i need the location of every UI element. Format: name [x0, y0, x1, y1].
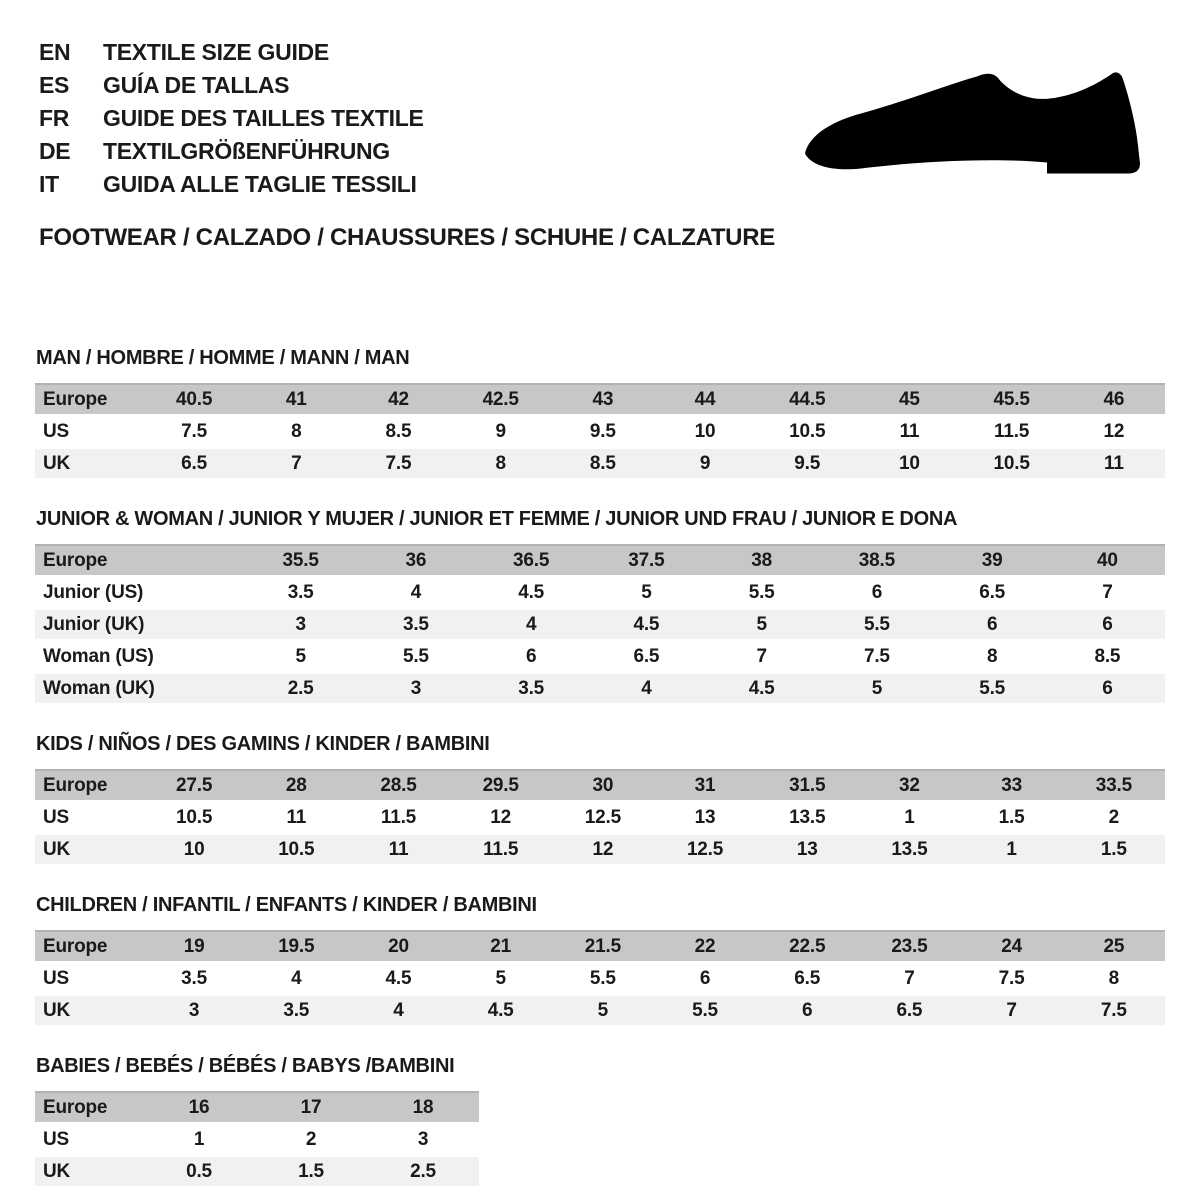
row-label: UK: [35, 1156, 143, 1188]
size-value: 4.5: [450, 995, 552, 1027]
size-value: 7: [245, 448, 347, 480]
size-section-junior_woman: [35, 508, 1165, 706]
size-value: 12: [1063, 416, 1165, 448]
size-value: 3: [367, 1124, 479, 1156]
size-value: 28: [245, 770, 347, 802]
size-value: 22.5: [756, 931, 858, 963]
size-value: 7.5: [143, 416, 245, 448]
size-value: 3: [243, 609, 358, 641]
size-value: 45.5: [961, 384, 1063, 416]
size-value: 1.5: [961, 802, 1063, 834]
size-section-man: [35, 347, 1165, 481]
row-label: UK: [35, 834, 143, 866]
size-value: 4.5: [474, 577, 589, 609]
category-title: FOOTWEAR / CALZADO / CHAUSSURES / SCHUHE / CALZATURE: [39, 224, 775, 251]
size-table-babies: [35, 1091, 479, 1189]
size-value: 23.5: [858, 931, 960, 963]
size-value: 4.5: [347, 963, 449, 995]
lang-label: TEXTILE SIZE GUIDE: [103, 39, 329, 65]
size-value: 3: [143, 995, 245, 1027]
size-value: 6: [1050, 673, 1165, 705]
size-value: 21.5: [552, 931, 654, 963]
size-value: 25: [1063, 931, 1165, 963]
table-row-europe: [35, 770, 1165, 802]
size-value: 8.5: [347, 416, 449, 448]
size-value: 4.5: [704, 673, 819, 705]
size-value: 3.5: [243, 577, 358, 609]
row-label: Junior (UK): [35, 609, 243, 641]
size-value: 38.5: [819, 545, 934, 577]
size-value: 5: [243, 641, 358, 673]
size-table-children: [35, 930, 1165, 1028]
size-value: 1: [961, 834, 1063, 866]
size-value: 20: [347, 931, 449, 963]
table-row-junior-us: [35, 577, 1165, 609]
size-value: 33: [961, 770, 1063, 802]
size-value: 37.5: [589, 545, 704, 577]
row-label: US: [35, 416, 143, 448]
size-value: 13: [654, 802, 756, 834]
table-row-junior-uk: [35, 609, 1165, 641]
table-row-woman-uk: [35, 673, 1165, 705]
table-row-europe: [35, 545, 1165, 577]
section-title-junior_woman: JUNIOR & WOMAN / JUNIOR Y MUJER / JUNIOR ET FEMME / JUNIOR UND FRAU / JUNIOR E DONA: [36, 508, 958, 530]
row-label: Woman (US): [35, 641, 243, 673]
size-value: 9.5: [756, 448, 858, 480]
row-label: US: [35, 802, 143, 834]
size-value: 12: [450, 802, 552, 834]
size-value: 4: [589, 673, 704, 705]
size-value: 6: [474, 641, 589, 673]
lang-row-en: [39, 36, 1165, 69]
size-value: 19.5: [245, 931, 347, 963]
size-value: 5.5: [654, 995, 756, 1027]
size-value: 13.5: [756, 802, 858, 834]
size-value: 3.5: [474, 673, 589, 705]
size-value: 43: [552, 384, 654, 416]
size-value: 10: [858, 448, 960, 480]
lang-code: IT: [39, 171, 59, 197]
size-value: 1.5: [1063, 834, 1165, 866]
row-label: US: [35, 963, 143, 995]
size-section-babies: [35, 1055, 1165, 1189]
size-value: 5.5: [704, 577, 819, 609]
size-value: 36: [358, 545, 473, 577]
row-label: US: [35, 1124, 143, 1156]
row-label: Europe: [35, 1092, 143, 1124]
size-value: 38: [704, 545, 819, 577]
lang-label: GUÍA DE TALLAS: [103, 72, 290, 98]
size-value: 9: [450, 416, 552, 448]
size-value: 6.5: [143, 448, 245, 480]
size-value: 8: [245, 416, 347, 448]
row-label: Europe: [35, 931, 143, 963]
size-value: 5.5: [552, 963, 654, 995]
lang-code: DE: [39, 138, 71, 164]
size-value: 42.5: [450, 384, 552, 416]
table-row-us: [35, 416, 1165, 448]
size-value: 27.5: [143, 770, 245, 802]
size-value: 6: [1050, 609, 1165, 641]
size-value: 41: [245, 384, 347, 416]
row-label: Europe: [35, 545, 243, 577]
size-value: 16: [143, 1092, 255, 1124]
size-value: 5: [819, 673, 934, 705]
size-value: 10.5: [245, 834, 347, 866]
size-value: 11: [245, 802, 347, 834]
size-value: 5: [589, 577, 704, 609]
row-label: UK: [35, 448, 143, 480]
table-row-uk: [35, 448, 1165, 480]
table-row-uk: [35, 834, 1165, 866]
size-value: 7: [961, 995, 1063, 1027]
size-value: 6: [819, 577, 934, 609]
table-row-us: [35, 802, 1165, 834]
size-value: 10.5: [143, 802, 245, 834]
lang-label: GUIDA ALLE TAGLIE TESSILI: [103, 171, 417, 197]
size-value: 4: [474, 609, 589, 641]
size-value: 4: [347, 995, 449, 1027]
row-label: Woman (UK): [35, 673, 243, 705]
size-value: 5: [450, 963, 552, 995]
size-value: 36.5: [474, 545, 589, 577]
size-value: 6: [935, 609, 1050, 641]
size-value: 2: [255, 1124, 367, 1156]
size-value: 12.5: [654, 834, 756, 866]
size-value: 42: [347, 384, 449, 416]
row-label: UK: [35, 995, 143, 1027]
size-value: 4: [358, 577, 473, 609]
size-value: 2.5: [367, 1156, 479, 1188]
size-value: 7.5: [347, 448, 449, 480]
size-value: 30: [552, 770, 654, 802]
section-title-babies: BABIES / BEBÉS / BÉBÉS / BABYS /BAMBINI: [36, 1055, 455, 1077]
section-title-kids: KIDS / NIÑOS / DES GAMINS / KINDER / BAMBINI: [36, 733, 490, 755]
size-value: 39: [935, 545, 1050, 577]
size-value: 17: [255, 1092, 367, 1124]
size-value: 3: [358, 673, 473, 705]
size-value: 6.5: [858, 995, 960, 1027]
table-row-woman-us: [35, 641, 1165, 673]
size-value: 46: [1063, 384, 1165, 416]
size-value: 11.5: [347, 802, 449, 834]
size-value: 2: [1063, 802, 1165, 834]
size-value: 2.5: [243, 673, 358, 705]
size-value: 10: [143, 834, 245, 866]
size-value: 21: [450, 931, 552, 963]
size-value: 5: [704, 609, 819, 641]
size-value: 40: [1050, 545, 1165, 577]
size-value: 9.5: [552, 416, 654, 448]
shoe-icon: [803, 70, 1143, 185]
size-value: 7: [704, 641, 819, 673]
size-value: 10.5: [756, 416, 858, 448]
size-value: 44: [654, 384, 756, 416]
size-value: 4.5: [589, 609, 704, 641]
row-label: Europe: [35, 384, 143, 416]
size-value: 1: [143, 1124, 255, 1156]
size-value: 7.5: [961, 963, 1063, 995]
size-value: 13: [756, 834, 858, 866]
size-value: 44.5: [756, 384, 858, 416]
size-value: 11.5: [961, 416, 1063, 448]
size-value: 1: [858, 802, 960, 834]
size-value: 3.5: [245, 995, 347, 1027]
size-value: 11.5: [450, 834, 552, 866]
size-section-kids: [35, 733, 1165, 867]
size-value: 8: [450, 448, 552, 480]
size-value: 11: [347, 834, 449, 866]
row-label: Europe: [35, 770, 143, 802]
lang-label: TEXTILGRÖßENFÜHRUNG: [103, 138, 390, 164]
size-value: 8.5: [552, 448, 654, 480]
section-title-man: MAN / HOMBRE / HOMME / MANN / MAN: [36, 347, 410, 369]
size-value: 31.5: [756, 770, 858, 802]
size-value: 6: [756, 995, 858, 1027]
size-value: 22: [654, 931, 756, 963]
size-value: 7.5: [819, 641, 934, 673]
table-row-uk: [35, 995, 1165, 1027]
size-value: 3.5: [358, 609, 473, 641]
size-value: 24: [961, 931, 1063, 963]
size-value: 5.5: [358, 641, 473, 673]
size-value: 13.5: [858, 834, 960, 866]
size-value: 28.5: [347, 770, 449, 802]
size-value: 45: [858, 384, 960, 416]
size-value: 40.5: [143, 384, 245, 416]
size-value: 18: [367, 1092, 479, 1124]
size-value: 0.5: [143, 1156, 255, 1188]
size-table-man: [35, 383, 1165, 481]
size-value: 10: [654, 416, 756, 448]
size-value: 6.5: [756, 963, 858, 995]
table-row-uk: [35, 1156, 479, 1188]
size-value: 7: [1050, 577, 1165, 609]
size-value: 29.5: [450, 770, 552, 802]
lang-label: GUIDE DES TAILLES TEXTILE: [103, 105, 424, 131]
size-value: 32: [858, 770, 960, 802]
size-value: 6: [654, 963, 756, 995]
size-value: 8: [1063, 963, 1165, 995]
size-value: 8.5: [1050, 641, 1165, 673]
size-value: 3.5: [143, 963, 245, 995]
size-value: 5: [552, 995, 654, 1027]
size-value: 6.5: [589, 641, 704, 673]
lang-code: EN: [39, 39, 71, 65]
size-section-children: [35, 894, 1165, 1028]
table-row-us: [35, 1124, 479, 1156]
size-value: 6.5: [935, 577, 1050, 609]
size-value: 9: [654, 448, 756, 480]
size-value: 7: [858, 963, 960, 995]
size-value: 19: [143, 931, 245, 963]
size-value: 10.5: [961, 448, 1063, 480]
lang-code: FR: [39, 105, 70, 131]
section-title-children: CHILDREN / INFANTIL / ENFANTS / KINDER / BAMBINI: [36, 894, 537, 916]
size-value: 11: [858, 416, 960, 448]
size-value: 1.5: [255, 1156, 367, 1188]
size-value: 5.5: [819, 609, 934, 641]
size-value: 12: [552, 834, 654, 866]
size-value: 5.5: [935, 673, 1050, 705]
size-value: 11: [1063, 448, 1165, 480]
size-tables: [35, 347, 1165, 1189]
size-value: 4: [245, 963, 347, 995]
size-value: 35.5: [243, 545, 358, 577]
table-row-us: [35, 963, 1165, 995]
size-value: 12.5: [552, 802, 654, 834]
size-table-kids: [35, 769, 1165, 867]
size-value: 8: [935, 641, 1050, 673]
table-row-europe: [35, 384, 1165, 416]
size-value: 33.5: [1063, 770, 1165, 802]
size-value: 7.5: [1063, 995, 1165, 1027]
lang-code: ES: [39, 72, 70, 98]
table-row-europe: [35, 1092, 479, 1124]
row-label: Junior (US): [35, 577, 243, 609]
size-value: 31: [654, 770, 756, 802]
table-row-europe: [35, 931, 1165, 963]
size-table-junior_woman: [35, 544, 1165, 706]
